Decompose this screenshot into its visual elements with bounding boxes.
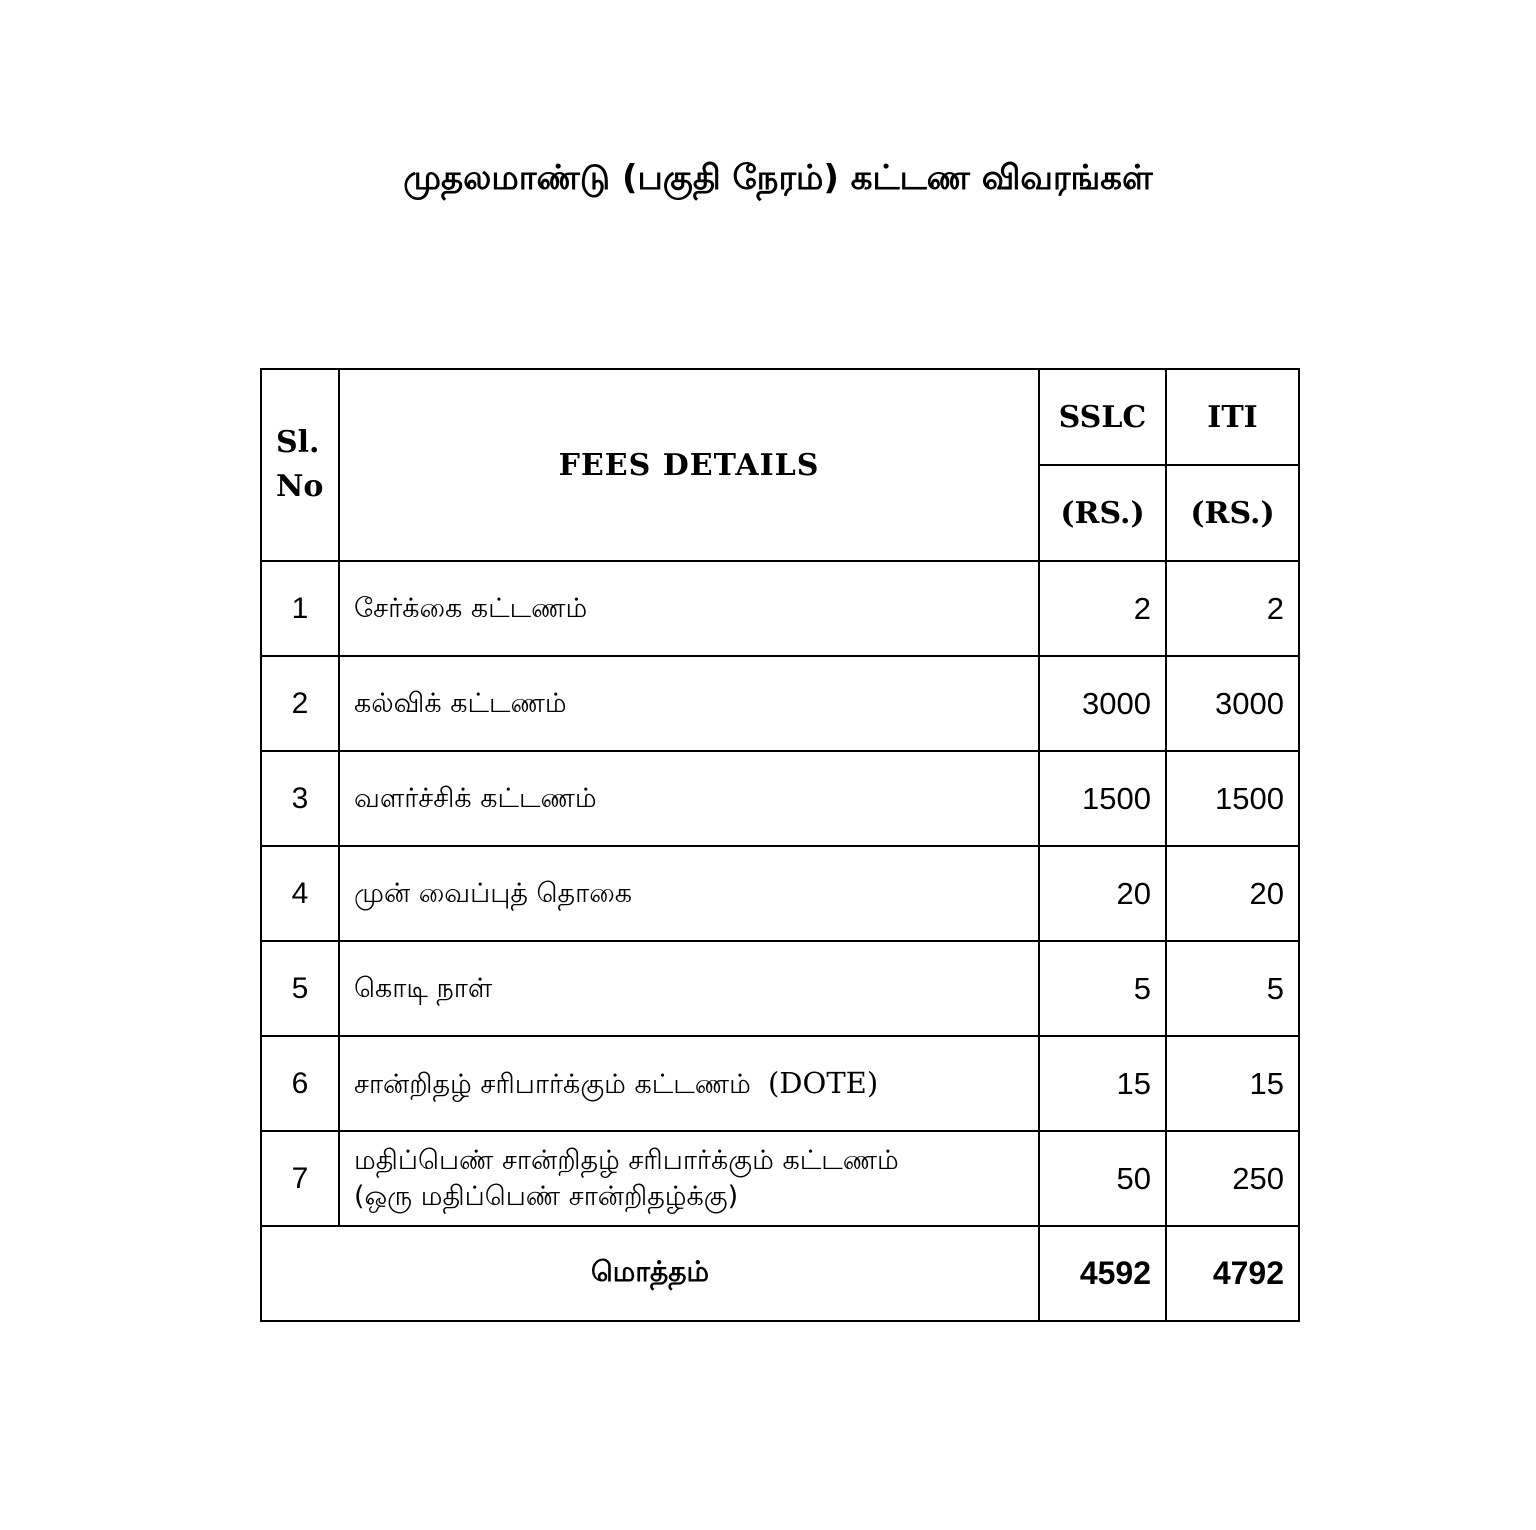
fee-description: வளர்ச்சிக் கட்டணம் bbox=[339, 751, 1039, 846]
fees-details-header: FEES DETAILS bbox=[339, 369, 1039, 561]
fee-description-line1: மதிப்பெண் சான்றிதழ் சரிபார்க்கும் கட்டணம் bbox=[354, 1144, 899, 1176]
fee-description: கொடி நாள் bbox=[339, 941, 1039, 1036]
total-row bbox=[261, 1226, 1299, 1321]
table-row bbox=[261, 1131, 1299, 1226]
iti-unit-header: (RS.) bbox=[1166, 465, 1299, 561]
serial-number: 4 bbox=[261, 846, 339, 941]
iti-amount: 2 bbox=[1166, 561, 1299, 656]
total-label: மொத்தம் bbox=[261, 1226, 1039, 1321]
sslc-amount: 3000 bbox=[1039, 656, 1166, 751]
table-header-row bbox=[261, 369, 1299, 465]
sslc-amount: 1500 bbox=[1039, 751, 1166, 846]
serial-number-header-line1: Sl. bbox=[276, 425, 320, 460]
fee-description-line2: (ஒரு மதிப்பெண் சான்றிதழ்க்கு) bbox=[354, 1180, 739, 1212]
serial-number: 1 bbox=[261, 561, 339, 656]
iti-amount: 250 bbox=[1166, 1131, 1299, 1226]
fee-description: கல்விக் கட்டணம் bbox=[339, 656, 1039, 751]
sslc-column-header: SSLC bbox=[1039, 369, 1166, 465]
fee-description-text: சான்றிதழ் சரிபார்க்கும் கட்டணம் bbox=[354, 1068, 751, 1100]
sslc-amount: 15 bbox=[1039, 1036, 1166, 1131]
serial-number: 6 bbox=[261, 1036, 339, 1131]
fee-description: முன் வைப்புத் தொகை bbox=[339, 846, 1039, 941]
sslc-amount: 50 bbox=[1039, 1131, 1166, 1226]
table-row bbox=[261, 751, 1299, 846]
serial-number-header bbox=[261, 369, 339, 561]
table-row bbox=[261, 1036, 1299, 1131]
sslc-unit-header: (RS.) bbox=[1039, 465, 1166, 561]
serial-number: 7 bbox=[261, 1131, 339, 1226]
iti-total: 4792 bbox=[1166, 1226, 1299, 1321]
table-row bbox=[261, 846, 1299, 941]
table-row bbox=[261, 656, 1299, 751]
iti-column-header: ITI bbox=[1166, 369, 1299, 465]
fees-table bbox=[260, 368, 1300, 1322]
fee-description bbox=[339, 1036, 1039, 1131]
iti-amount: 5 bbox=[1166, 941, 1299, 1036]
sslc-amount: 2 bbox=[1039, 561, 1166, 656]
serial-number-header-line2: No bbox=[276, 469, 324, 504]
iti-amount: 3000 bbox=[1166, 656, 1299, 751]
serial-number: 2 bbox=[261, 656, 339, 751]
document-title: முதலமாண்டு (பகுதி நேரம்) கட்டண விவரங்கள் bbox=[403, 158, 1153, 198]
sslc-amount: 5 bbox=[1039, 941, 1166, 1036]
iti-amount: 1500 bbox=[1166, 751, 1299, 846]
table-row bbox=[261, 941, 1299, 1036]
serial-number: 3 bbox=[261, 751, 339, 846]
iti-amount: 20 bbox=[1166, 846, 1299, 941]
fee-description bbox=[339, 1131, 1039, 1226]
sslc-total: 4592 bbox=[1039, 1226, 1166, 1321]
fee-description: சேர்க்கை கட்டணம் bbox=[339, 561, 1039, 656]
iti-amount: 15 bbox=[1166, 1036, 1299, 1131]
serial-number: 5 bbox=[261, 941, 339, 1036]
sslc-amount: 20 bbox=[1039, 846, 1166, 941]
table-row bbox=[261, 561, 1299, 656]
fee-description-suffix: (DOTE) bbox=[767, 1065, 879, 1100]
